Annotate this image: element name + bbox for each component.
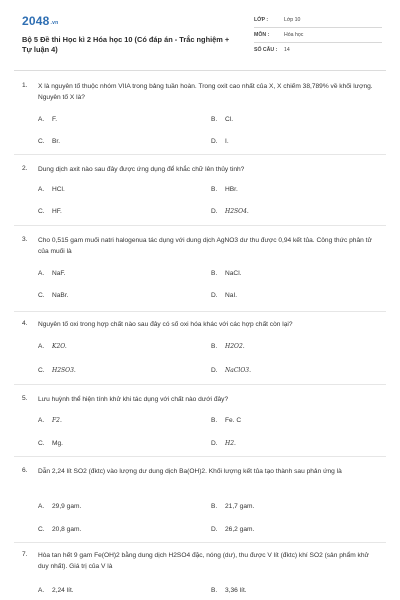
option-letter: C. xyxy=(38,208,45,215)
option-text: Br. xyxy=(52,138,61,145)
meta-value: Hóa học xyxy=(284,32,304,38)
document-header xyxy=(22,14,382,64)
option-a[interactable] xyxy=(38,503,81,510)
option-letter: C. xyxy=(38,138,45,145)
option-c[interactable] xyxy=(38,526,81,533)
option-text: 3,36 lít. xyxy=(225,587,247,594)
option-letter: C. xyxy=(38,367,45,374)
option-b[interactable] xyxy=(211,503,254,510)
option-a[interactable] xyxy=(38,270,66,277)
option-d[interactable] xyxy=(211,526,254,533)
option-letter: A. xyxy=(38,116,45,123)
option-letter: A. xyxy=(38,587,45,594)
option-text: NaF. xyxy=(52,270,66,277)
option-letter: C. xyxy=(38,440,45,447)
logo-text: 2048 xyxy=(22,14,50,28)
option-b[interactable] xyxy=(211,186,238,193)
option-text: HF. xyxy=(52,208,62,215)
option-c[interactable] xyxy=(38,440,63,447)
option-b[interactable] xyxy=(211,417,241,424)
option-text: NaBr. xyxy=(52,292,69,299)
meta-row-subject xyxy=(254,31,382,43)
meta-row-class xyxy=(254,16,382,28)
option-b[interactable] xyxy=(211,587,247,594)
option-text: 29,9 gam. xyxy=(52,503,82,510)
question-number: 5. xyxy=(22,395,28,402)
question-text: Hòa tan hết 9 gam Fe(OH)2 bằng dung dịch H2SO4 đặc, nóng (dư), thu được V lít (đktc) khí SO2 (sản phẩm khử duy nhất). Giá trị của V là xyxy=(38,552,369,570)
option-text: Fe. C xyxy=(225,417,242,424)
question-text: Nguyên tố oxi trong hợp chất nào sau đây có số oxi hóa khác với các hợp chất còn lại? xyxy=(38,321,293,328)
document-meta xyxy=(254,16,382,61)
option-letter: D. xyxy=(211,138,218,145)
option-letter: C. xyxy=(38,292,45,299)
option-a[interactable] xyxy=(38,116,57,123)
option-text: H2O2. xyxy=(225,343,245,350)
question-text: Cho 0,515 gam muối natri halogenua tác dụng với dung dịch AgNO3 dư thu được 0,94 kết tủa. Công thức phân tử của muối là xyxy=(38,237,372,255)
option-d[interactable] xyxy=(211,367,251,374)
option-text: I. xyxy=(225,138,229,145)
document-title: Bộ 5 Đề thi Học kì 2 Hóa học 10 (Có đáp án - Trắc nghiệm + Tự luận 4) xyxy=(22,35,230,54)
option-letter: A. xyxy=(38,343,45,350)
option-letter: D. xyxy=(211,208,218,215)
option-text: NaClO3. xyxy=(225,367,251,374)
option-a[interactable] xyxy=(38,343,67,350)
question-number: 3. xyxy=(22,236,28,243)
option-letter: B. xyxy=(211,116,218,123)
option-letter: B. xyxy=(211,343,218,350)
meta-label: SỐ CÂU : xyxy=(254,47,278,53)
question-text: Dung dịch axit nào sau đây được ứng dụng để khắc chữ lên thủy tinh? xyxy=(38,166,245,173)
option-text: 2,24 lít. xyxy=(52,587,74,594)
option-text: HCl. xyxy=(52,186,65,193)
question-divider xyxy=(14,384,386,385)
question-text: Lưu huỳnh thể hiện tính khử khi tác dụng với chất nào dưới đây? xyxy=(38,396,229,403)
question-divider xyxy=(14,456,386,457)
option-d[interactable] xyxy=(211,138,229,145)
option-c[interactable] xyxy=(38,292,69,299)
option-text: NaCl. xyxy=(225,270,242,277)
question-text: X là nguyên tố thuộc nhóm VIIA trong bảng tuần hoàn. Trong oxit cao nhất của X, X chiếm 38,789% về khối lượng. Nguyên tố X là? xyxy=(38,83,373,101)
option-a[interactable] xyxy=(38,186,65,193)
option-letter: B. xyxy=(211,503,218,510)
option-text: Cl. xyxy=(225,116,234,123)
option-letter: B. xyxy=(211,587,218,594)
option-d[interactable] xyxy=(211,208,249,215)
meta-label: LỚP : xyxy=(254,17,269,23)
question-divider xyxy=(14,311,386,312)
option-c[interactable] xyxy=(38,138,60,145)
option-b[interactable] xyxy=(211,343,245,350)
option-text: H2SO4. xyxy=(225,208,249,215)
option-letter: D. xyxy=(211,367,218,374)
question-number: 6. xyxy=(22,467,28,474)
option-letter: C. xyxy=(38,526,45,533)
option-letter: A. xyxy=(38,270,45,277)
option-text: HBr. xyxy=(225,186,238,193)
option-letter: B. xyxy=(211,186,218,193)
option-text: Mg. xyxy=(52,440,63,447)
option-d[interactable] xyxy=(211,292,237,299)
question-divider xyxy=(14,225,386,226)
option-letter: D. xyxy=(211,440,218,447)
option-d[interactable] xyxy=(211,440,236,447)
option-b[interactable] xyxy=(211,116,233,123)
option-a[interactable] xyxy=(38,417,62,424)
option-letter: D. xyxy=(211,292,218,299)
option-c[interactable] xyxy=(38,367,76,374)
option-text: F2. xyxy=(52,417,62,424)
question-number: 2. xyxy=(22,165,28,172)
option-letter: A. xyxy=(38,186,45,193)
option-letter: A. xyxy=(38,417,45,424)
site-logo[interactable] xyxy=(22,14,58,28)
option-letter: D. xyxy=(211,526,218,533)
question-divider xyxy=(14,154,386,155)
question-number: 4. xyxy=(22,320,28,327)
option-text: NaI. xyxy=(225,292,238,299)
option-text: 26,2 gam. xyxy=(225,526,255,533)
option-text: 20,8 gam. xyxy=(52,526,82,533)
option-text: H2SO3. xyxy=(52,367,76,374)
meta-value: 14 xyxy=(284,47,290,53)
logo-tld: .vn xyxy=(50,20,59,26)
option-letter: B. xyxy=(211,417,218,424)
question-number: 7. xyxy=(22,551,28,558)
option-c[interactable] xyxy=(38,208,62,215)
question-number: 1. xyxy=(22,82,28,89)
header-divider xyxy=(14,70,386,71)
meta-value: Lớp 10 xyxy=(284,17,301,23)
option-text: H2. xyxy=(225,440,236,447)
meta-row-count xyxy=(254,46,382,58)
question-divider xyxy=(14,542,386,543)
option-letter: A. xyxy=(38,503,45,510)
meta-label: MÔN : xyxy=(254,32,270,38)
option-a[interactable] xyxy=(38,587,74,594)
option-b[interactable] xyxy=(211,270,242,277)
option-text: K2O. xyxy=(52,343,67,350)
question-text: Dẫn 2,24 lít SO2 (đktc) vào lượng dư dung dịch Ba(OH)2. Khối lượng kết tủa tạo thành sau phản ứng là xyxy=(38,468,342,475)
option-text: 21,7 gam. xyxy=(225,503,255,510)
option-letter: B. xyxy=(211,270,218,277)
option-text: F. xyxy=(52,116,58,123)
